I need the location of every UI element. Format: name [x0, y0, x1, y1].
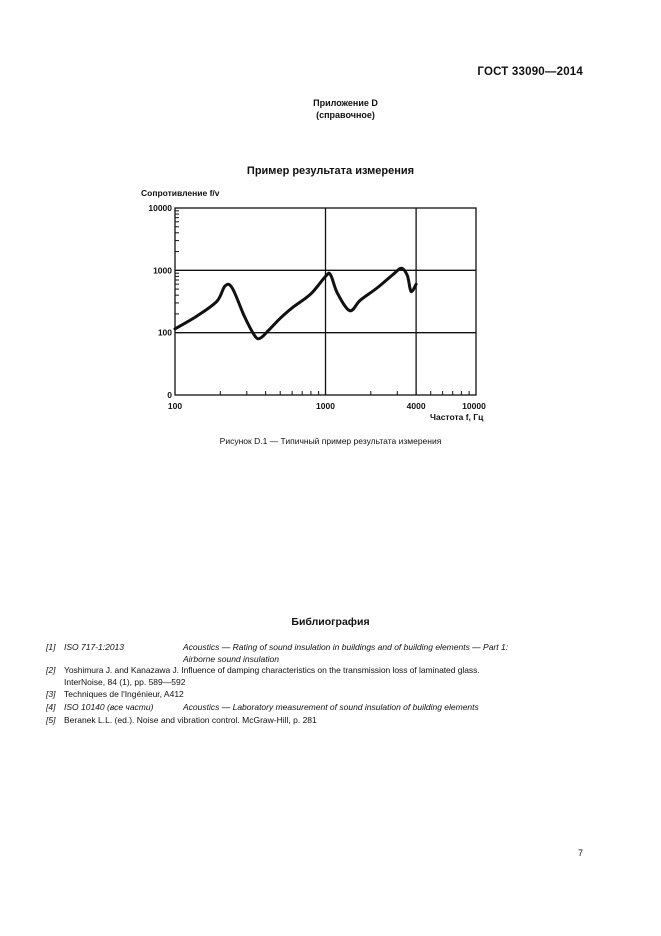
y-tick-label: 100	[157, 327, 172, 338]
reference-text: Beranek L.L. (ed.). Noise and vibration control. McGraw-Hill, p. 281	[64, 715, 317, 725]
y-tick-label: 10000	[148, 203, 172, 213]
page-number: 7	[577, 848, 583, 858]
reference-title: Acoustics — Rating of sound insulation in buildings and of building elements — Part 1:	[183, 642, 509, 652]
y-axis-label: Сопротивление f/v	[141, 188, 220, 198]
x-tick-label: 10000	[462, 401, 486, 411]
reference-number: [5]	[46, 715, 56, 725]
reference-title-continued: Airborne sound insulation	[183, 653, 279, 664]
x-axis-label: Частота f, Гц	[430, 412, 484, 422]
y-tick-label: 1000	[153, 265, 172, 276]
reference-title: Acoustics — Laboratory measurement of sound insulation of building elements	[183, 702, 479, 712]
reference-standard: ISO 717-1:2013	[64, 642, 125, 652]
standard-number: ГОСТ 33090—2014	[477, 66, 583, 78]
reference-number: [4]	[46, 702, 56, 712]
reference-text: Techniques de l'Ingénieur, A412	[64, 689, 184, 699]
figure-caption: Рисунок D.1 — Типичный пример результата измерения	[219, 436, 442, 446]
x-tick-label: 100	[167, 401, 183, 411]
reference-number: [3]	[46, 689, 56, 699]
bibliography-title: Библиография	[291, 616, 370, 628]
figure-title: Пример результата измерения	[246, 165, 415, 177]
series-line	[175, 268, 416, 339]
appendix-title: Приложение D	[313, 98, 378, 108]
reference-standard: ISO 10140 (все части)	[64, 702, 154, 712]
x-tick-label: 1000	[316, 401, 335, 411]
reference-number: [1]	[46, 642, 56, 652]
reference-text: Yoshimura J. and Kanazawa J. Influence of damping characteristics on the transmission loss of laminated glass.	[64, 665, 480, 675]
y-tick-label: 0	[167, 390, 172, 400]
reference-text-continued: InterNoise, 84 (1), pp. 589—592	[64, 676, 186, 687]
reference-number: [2]	[46, 665, 56, 675]
x-tick-label: 4000	[406, 401, 426, 411]
appendix-subtitle: (справочное)	[316, 110, 375, 120]
